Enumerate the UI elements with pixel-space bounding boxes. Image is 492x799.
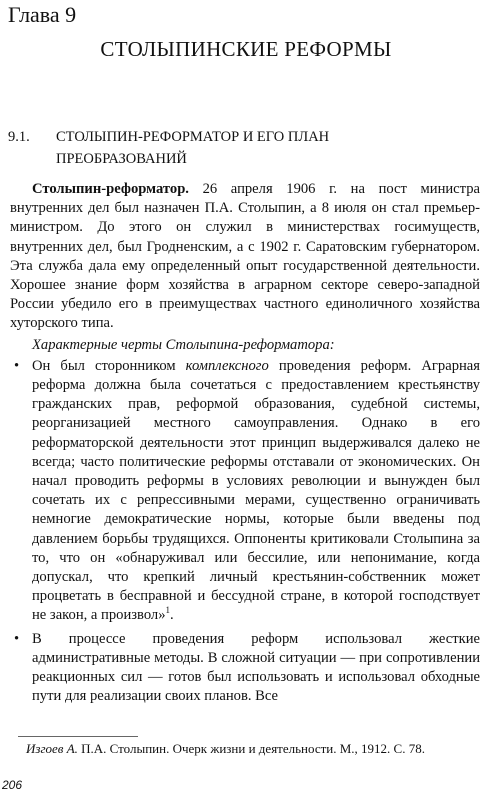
section-title-line1: СТОЛЫПИН-РЕФОРМАТОР И ЕГО ПЛАН <box>56 129 330 145</box>
footnote-text: П.А. Столыпин. Очерк жизни и деятельности. М., 1912. С. 78. <box>77 741 425 756</box>
list-item <box>10 630 480 707</box>
chapter-title: СТОЛЫПИНСКИЕ РЕФОРМЫ <box>100 37 392 61</box>
section-heading <box>8 126 478 170</box>
intro-paragraph <box>10 180 480 334</box>
body-text <box>10 180 480 710</box>
features-list <box>10 357 480 707</box>
item-text: Он был сторонником <box>32 357 186 374</box>
list-item <box>10 357 480 626</box>
bullet-icon: • <box>14 630 20 647</box>
item-text-end: . <box>170 607 174 624</box>
item-text: проведения реформ. Аграрная реформа должна была сочетаться с предоставлением крестьянству гражданских прав, реформой образования, судебной системы, реорганизацией местного самоуправления. Однако в его реформаторской деятельности этот принцип выдерживался далеко не всегда; часто политические реформы отставали от экономических. Он начал проводить реформы в условиях революции и вынужден был сочетать их с репрессивными мерами, существенно ограничивать немногие демократические нормы, которые были введены под давлением борьбы трудящихся. Оппоненты критиковали Столыпина за то, что он «обнаруживал или бессилие, или непонимание, когда допускал, что крепкий личный крестьянин-собственник может процветать в бесправной и бессудной стране, в которой господствует не закон, а произвол» <box>32 357 480 624</box>
section-number: 9.1. <box>8 129 30 145</box>
intro-lead: Столыпин-реформатор. <box>32 181 189 197</box>
bullet-icon: • <box>14 357 20 374</box>
features-heading: Характерные черты Столыпина-реформатора: <box>32 336 335 353</box>
intro-text: 26 апреля 1906 г. на пост министра внутренних дел был назначен П.А. Столыпин, а 8 июля он стал премьер-министром. До этого он служил в министерствах госимуществ, внутренних дел, был Гродненским, а с 1902 г. Саратовским губернатором. Эта служба дала ему определенный опыт государственной деятельности. Хорошее знание форм хозяйства в аграрном секторе северо-западной России убедило его в преимуществах частного единоличного хозяйства хуторского типа. <box>10 181 480 332</box>
chapter-label: Глава 9 <box>8 2 77 27</box>
footnote-author: Изгоев А. <box>26 741 78 756</box>
footnote-ref: 1 <box>165 605 171 616</box>
item-emphasis: комплексного <box>185 357 269 374</box>
page-number: 206 <box>2 778 23 792</box>
section-title-line2: ПРЕОБРАЗОВАНИЙ <box>56 151 187 167</box>
footnote-divider <box>18 736 138 737</box>
item-text: В процессе проведения реформ использовал жесткие административные методы. В сложной ситуации — при сопротивлении реакционных сил — готов был использовать и использовал обходные пути для реализации своих планов. Все <box>32 630 480 705</box>
footnote <box>26 740 476 758</box>
